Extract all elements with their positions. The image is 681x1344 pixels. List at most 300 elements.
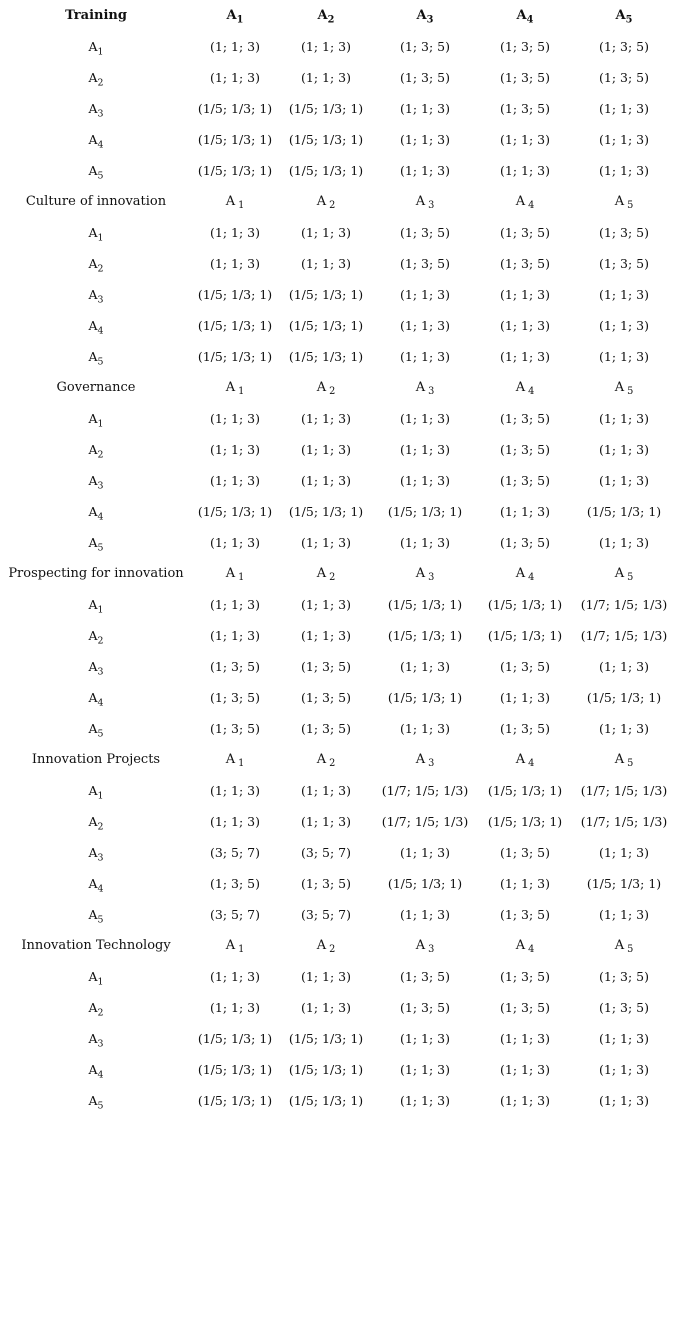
matrix-cell: (1; 1; 3) <box>400 1031 450 1046</box>
matrix-cell: (1/5; 1/3; 1) <box>586 504 662 519</box>
row-label-text: $A_2$ <box>88 1000 104 1019</box>
matrix-cell: (1; 1; 3) <box>500 349 550 364</box>
matrix-cell: (1; 3; 5) <box>599 70 649 85</box>
section-title: Governance <box>56 380 136 395</box>
matrix-cell: (1; 1; 3) <box>210 442 260 457</box>
matrix-cell: (1; 3; 5) <box>210 690 260 705</box>
matrix-cell: (3; 5; 7) <box>210 907 260 922</box>
column-header-letter: A $_4$ <box>515 752 535 770</box>
column-header <box>280 372 372 403</box>
column-header-letter: A $_2$ <box>316 566 336 584</box>
column-header-letter: $A_3$ <box>416 8 434 26</box>
column-header <box>190 744 280 775</box>
column-header-letter: A $_2$ <box>316 194 336 212</box>
matrix-cell: (1; 1; 3) <box>301 39 351 54</box>
matrix-cell: (1/5; 1/3; 1) <box>197 132 273 147</box>
column-header-letter: $A_1$ <box>226 8 244 26</box>
matrix-cell: (1/5; 1/3; 1) <box>288 1093 364 1108</box>
row-label <box>0 403 192 434</box>
table-row <box>0 217 681 248</box>
matrix-cell: (1; 3; 5) <box>301 659 351 674</box>
row-label <box>0 620 192 651</box>
matrix-cell: (1/5; 1/3; 1) <box>288 163 364 178</box>
table-row <box>0 527 681 558</box>
table-row <box>0 806 681 837</box>
matrix-cell: (1/5; 1/3; 1) <box>487 814 563 829</box>
matrix-cell: (1; 3; 5) <box>400 1000 450 1015</box>
column-header <box>280 744 372 775</box>
row-label-text: $A_4$ <box>88 318 104 337</box>
column-header <box>478 186 572 217</box>
column-header-letter: A $_4$ <box>515 566 535 584</box>
matrix-cell: (1/5; 1/3; 1) <box>288 504 364 519</box>
table-row <box>0 155 681 186</box>
row-label-text: $A_1$ <box>88 969 104 988</box>
column-header-letter: $A_5$ <box>615 8 633 26</box>
matrix-cell: (1; 3; 5) <box>400 969 450 984</box>
matrix-cell: (1/5; 1/3; 1) <box>197 318 273 333</box>
column-header-letter: A $_4$ <box>515 938 535 956</box>
row-label-text: $A_2$ <box>88 814 104 833</box>
column-header <box>372 372 478 403</box>
matrix-header-row <box>0 930 681 961</box>
matrix-cell: (1; 1; 3) <box>599 535 649 550</box>
row-label-text: $A_4$ <box>88 690 104 709</box>
column-header-letter: A $_5$ <box>614 938 634 956</box>
matrix-cell: (1; 1; 3) <box>400 318 450 333</box>
matrix-cell: (1; 3; 5) <box>210 721 260 736</box>
table-row <box>0 775 681 806</box>
row-label-text: $A_4$ <box>88 1062 104 1081</box>
matrix-section <box>0 558 681 744</box>
matrix-cell: (1/5; 1/3; 1) <box>487 597 563 612</box>
row-label-text: $A_3$ <box>88 101 104 120</box>
column-header <box>572 372 676 403</box>
table-row <box>0 124 681 155</box>
matrix-cell: (1; 3; 5) <box>500 659 550 674</box>
matrix-cell: (1; 1; 3) <box>301 473 351 488</box>
matrix-cell: (1/5; 1/3; 1) <box>197 504 273 519</box>
matrix-cell: (1; 1; 3) <box>400 907 450 922</box>
table-row <box>0 496 681 527</box>
matrix-cell: (1; 3; 5) <box>599 1000 649 1015</box>
table-row <box>0 434 681 465</box>
matrix-cell: (1; 1; 3) <box>500 287 550 302</box>
matrix-cell: (1/5; 1/3; 1) <box>288 318 364 333</box>
matrix-cell: (1; 1; 3) <box>400 132 450 147</box>
matrix-cell: (1; 1; 3) <box>400 1093 450 1108</box>
matrix-cell: (1; 1; 3) <box>210 783 260 798</box>
row-label-text: $A_4$ <box>88 876 104 895</box>
row-label <box>0 992 192 1023</box>
matrix-cell: (1; 1; 3) <box>599 1062 649 1077</box>
row-label <box>0 651 192 682</box>
column-header <box>572 930 676 961</box>
section-title: Prospecting for innovation <box>8 566 184 581</box>
matrix-cell: (1/5; 1/3; 1) <box>197 163 273 178</box>
matrix-cell: (1; 1; 3) <box>301 628 351 643</box>
matrix-cell: (1/5; 1/3; 1) <box>487 628 563 643</box>
matrix-header-row <box>0 372 681 403</box>
matrix-cell: (1; 1; 3) <box>400 721 450 736</box>
matrix-cell: (1; 1; 3) <box>210 473 260 488</box>
row-label <box>0 465 192 496</box>
matrix-cell: (1; 1; 3) <box>400 163 450 178</box>
matrix-cell: (1; 1; 3) <box>400 845 450 860</box>
row-label <box>0 868 192 899</box>
table-row <box>0 279 681 310</box>
matrix-cell: (1/5; 1/3; 1) <box>197 101 273 116</box>
matrix-header-row <box>0 558 681 589</box>
row-label-text: $A_5$ <box>88 907 104 926</box>
table-row <box>0 465 681 496</box>
matrix-cell: (1; 3; 5) <box>599 256 649 271</box>
matrix-cell: (1; 1; 3) <box>599 721 649 736</box>
column-header-letter: A $_3$ <box>415 938 435 956</box>
column-header-letter: $A_2$ <box>317 8 335 26</box>
matrix-cell: (1/7; 1/5; 1/3) <box>381 814 469 829</box>
column-header <box>572 558 676 589</box>
column-header <box>372 558 478 589</box>
row-label <box>0 31 192 62</box>
matrix-header-row <box>0 0 681 31</box>
table-row <box>0 310 681 341</box>
table-row <box>0 248 681 279</box>
matrix-cell: (1; 3; 5) <box>500 256 550 271</box>
matrix-cell: (1; 3; 5) <box>210 876 260 891</box>
column-header-letter: A $_3$ <box>415 752 435 770</box>
matrix-cell: (1; 1; 3) <box>301 597 351 612</box>
matrix-cell: (1/7; 1/5; 1/3) <box>580 814 668 829</box>
table-row <box>0 93 681 124</box>
column-header-letter: A $_1$ <box>225 752 245 770</box>
matrix-cell: (1; 1; 3) <box>400 287 450 302</box>
matrix-cell: (1; 3; 5) <box>500 535 550 550</box>
row-label <box>0 93 192 124</box>
row-label <box>0 806 192 837</box>
matrix-cell: (1/5; 1/3; 1) <box>197 1031 273 1046</box>
matrix-cell: (1/5; 1/3; 1) <box>288 1031 364 1046</box>
column-header <box>572 0 676 31</box>
matrix-cell: (1; 3; 5) <box>599 969 649 984</box>
matrix-cell: (1/5; 1/3; 1) <box>487 783 563 798</box>
matrix-cell: (1/5; 1/3; 1) <box>197 1062 273 1077</box>
matrix-cell: (1; 1; 3) <box>210 1000 260 1015</box>
column-header <box>372 0 478 31</box>
matrix-cell: (1; 1; 3) <box>210 814 260 829</box>
column-header <box>572 186 676 217</box>
row-label-text: $A_2$ <box>88 442 104 461</box>
matrix-cell: (1; 1; 3) <box>301 1000 351 1015</box>
row-label <box>0 279 192 310</box>
row-label-text: $A_5$ <box>88 1093 104 1112</box>
matrix-cell: (1/5; 1/3; 1) <box>288 132 364 147</box>
matrix-cell: (1; 1; 3) <box>210 70 260 85</box>
row-label-text: $A_3$ <box>88 659 104 678</box>
matrix-section <box>0 0 681 186</box>
table-row <box>0 589 681 620</box>
matrix-cell: (1; 1; 3) <box>500 1031 550 1046</box>
column-header-letter: A $_2$ <box>316 380 336 398</box>
matrix-cell: (1/5; 1/3; 1) <box>586 876 662 891</box>
row-label <box>0 527 192 558</box>
column-header <box>572 744 676 775</box>
table-row <box>0 403 681 434</box>
table-row <box>0 682 681 713</box>
row-label <box>0 961 192 992</box>
matrix-cell: (1; 3; 5) <box>500 411 550 426</box>
row-label-text: $A_3$ <box>88 473 104 492</box>
matrix-cell: (1; 1; 3) <box>400 473 450 488</box>
row-label-text: $A_1$ <box>88 411 104 430</box>
row-label <box>0 310 192 341</box>
row-label-text: $A_1$ <box>88 39 104 58</box>
matrix-cell: (1; 3; 5) <box>500 70 550 85</box>
matrix-cell: (1/5; 1/3; 1) <box>288 101 364 116</box>
matrix-cell: (1/5; 1/3; 1) <box>288 287 364 302</box>
matrix-cell: (1; 3; 5) <box>500 101 550 116</box>
matrix-cell: (1; 3; 5) <box>400 225 450 240</box>
column-header-letter: A $_2$ <box>316 752 336 770</box>
row-label <box>0 434 192 465</box>
table-row <box>0 1023 681 1054</box>
matrix-cell: (1; 1; 3) <box>400 1062 450 1077</box>
column-header-letter: A $_5$ <box>614 380 634 398</box>
column-header <box>190 558 280 589</box>
matrix-cell: (1/5; 1/3; 1) <box>387 876 463 891</box>
row-label <box>0 248 192 279</box>
column-header <box>280 930 372 961</box>
matrix-cell: (1; 1; 3) <box>500 1062 550 1077</box>
matrix-cell: (1/5; 1/3; 1) <box>387 628 463 643</box>
row-label <box>0 62 192 93</box>
matrix-cell: (1; 3; 5) <box>500 225 550 240</box>
column-header <box>190 186 280 217</box>
matrix-cell: (1/5; 1/3; 1) <box>197 287 273 302</box>
matrix-cell: (1; 1; 3) <box>599 442 649 457</box>
row-label-text: $A_5$ <box>88 721 104 740</box>
matrix-cell: (1; 1; 3) <box>599 845 649 860</box>
row-label-text: $A_3$ <box>88 845 104 864</box>
row-label <box>0 1023 192 1054</box>
matrix-cell: (1; 1; 3) <box>210 535 260 550</box>
column-header-letter: A $_1$ <box>225 380 245 398</box>
matrix-cell: (1; 1; 3) <box>500 1093 550 1108</box>
column-header-letter: A $_1$ <box>225 938 245 956</box>
matrix-cell: (1; 3; 5) <box>500 1000 550 1015</box>
matrix-cell: (1; 1; 3) <box>210 597 260 612</box>
matrix-cell: (1; 3; 5) <box>599 225 649 240</box>
matrix-section <box>0 930 681 1116</box>
matrix-cell: (1; 1; 3) <box>210 411 260 426</box>
matrix-cell: (1; 3; 5) <box>599 39 649 54</box>
matrix-cell: (1; 3; 5) <box>400 70 450 85</box>
matrix-cell: (1; 1; 3) <box>599 132 649 147</box>
matrix-section <box>0 186 681 372</box>
row-label-text: $A_5$ <box>88 163 104 182</box>
matrix-header-row <box>0 186 681 217</box>
matrix-cell: (1/5; 1/3; 1) <box>387 504 463 519</box>
column-header <box>478 930 572 961</box>
matrix-cell: (1; 1; 3) <box>400 442 450 457</box>
column-header-letter: A $_1$ <box>225 566 245 584</box>
matrix-cell: (1; 1; 3) <box>301 783 351 798</box>
table-row <box>0 899 681 930</box>
matrix-header-row <box>0 744 681 775</box>
section-title: Culture of innovation <box>25 194 167 209</box>
column-header-letter: A $_4$ <box>515 194 535 212</box>
matrix-cell: (1/5; 1/3; 1) <box>387 690 463 705</box>
section-title: Innovation Technology <box>21 938 171 953</box>
column-header <box>478 372 572 403</box>
column-header <box>372 744 478 775</box>
column-header <box>478 744 572 775</box>
table-row <box>0 1085 681 1116</box>
row-label-text: $A_5$ <box>88 535 104 554</box>
matrix-cell: (1; 1; 3) <box>301 411 351 426</box>
row-label-text: $A_2$ <box>88 256 104 275</box>
matrix-cell: (1; 3; 5) <box>500 907 550 922</box>
matrix-cell: (1; 1; 3) <box>301 70 351 85</box>
matrix-cell: (3; 5; 7) <box>301 907 351 922</box>
matrix-cell: (1; 1; 3) <box>599 101 649 116</box>
matrix-cell: (1/7; 1/5; 1/3) <box>580 783 668 798</box>
table-row <box>0 620 681 651</box>
matrix-cell: (1; 3; 5) <box>400 256 450 271</box>
table-row <box>0 961 681 992</box>
matrix-cell: (1; 1; 3) <box>599 349 649 364</box>
table-row <box>0 713 681 744</box>
matrix-cell: (1; 1; 3) <box>210 225 260 240</box>
row-label <box>0 899 192 930</box>
table-row <box>0 1054 681 1085</box>
table-row <box>0 651 681 682</box>
column-header <box>190 372 280 403</box>
column-header-letter: A $_2$ <box>316 938 336 956</box>
section-title: Innovation Projects <box>31 752 161 767</box>
matrix-cell: (1; 1; 3) <box>210 628 260 643</box>
matrix-cell: (1; 1; 3) <box>599 1093 649 1108</box>
row-label <box>0 682 192 713</box>
column-header <box>478 558 572 589</box>
matrix-cell: (1; 1; 3) <box>210 969 260 984</box>
row-label-text: $A_2$ <box>88 628 104 647</box>
matrix-cell: (1; 1; 3) <box>599 659 649 674</box>
row-label <box>0 1054 192 1085</box>
matrix-cell: (1/5; 1/3; 1) <box>586 690 662 705</box>
matrix-cell: (1/5; 1/3; 1) <box>387 597 463 612</box>
column-header-letter: A $_3$ <box>415 566 435 584</box>
table-row <box>0 62 681 93</box>
matrix-cell: (1; 1; 3) <box>400 101 450 116</box>
matrix-cell: (1; 3; 5) <box>500 473 550 488</box>
column-header <box>280 186 372 217</box>
matrix-cell: (1; 1; 3) <box>500 876 550 891</box>
row-label-text: $A_4$ <box>88 504 104 523</box>
matrix-cell: (1; 1; 3) <box>500 318 550 333</box>
matrix-cell: (1; 1; 3) <box>500 163 550 178</box>
column-header-letter: A $_3$ <box>415 380 435 398</box>
matrix-cell: (1; 1; 3) <box>599 287 649 302</box>
column-header-letter: A $_1$ <box>225 194 245 212</box>
matrix-cell: (1; 3; 5) <box>500 721 550 736</box>
matrix-cell: (1; 3; 5) <box>210 659 260 674</box>
matrix-cell: (3; 5; 7) <box>210 845 260 860</box>
column-header <box>280 0 372 31</box>
row-label-text: $A_3$ <box>88 287 104 306</box>
row-label <box>0 713 192 744</box>
matrix-section <box>0 372 681 558</box>
matrix-cell: (1/5; 1/3; 1) <box>288 1062 364 1077</box>
matrix-cell: (1/5; 1/3; 1) <box>197 1093 273 1108</box>
matrix-cell: (1; 3; 5) <box>301 876 351 891</box>
column-header-letter: A $_5$ <box>614 752 634 770</box>
matrix-cell: (1; 1; 3) <box>400 411 450 426</box>
matrix-cell: (1; 3; 5) <box>400 39 450 54</box>
matrix-cell: (1; 1; 3) <box>599 411 649 426</box>
matrix-cell: (1; 1; 3) <box>500 690 550 705</box>
matrix-cell: (1; 3; 5) <box>301 690 351 705</box>
matrix-cell: (1; 1; 3) <box>599 163 649 178</box>
matrix-section <box>0 744 681 930</box>
matrix-cell: (1; 1; 3) <box>500 132 550 147</box>
column-header <box>280 558 372 589</box>
matrix-cell: (1/5; 1/3; 1) <box>197 349 273 364</box>
matrix-cell: (1; 1; 3) <box>301 225 351 240</box>
column-header <box>372 930 478 961</box>
matrix-cell: (1; 1; 3) <box>301 814 351 829</box>
matrix-cell: (1; 1; 3) <box>400 349 450 364</box>
matrix-cell: (1/7; 1/5; 1/3) <box>580 628 668 643</box>
row-label <box>0 155 192 186</box>
row-label-text: $A_1$ <box>88 783 104 802</box>
matrix-cell: (1; 1; 3) <box>599 907 649 922</box>
table-row <box>0 837 681 868</box>
table-row <box>0 341 681 372</box>
column-header <box>478 0 572 31</box>
row-label <box>0 1085 192 1116</box>
row-label <box>0 775 192 806</box>
row-label <box>0 124 192 155</box>
row-label-text: $A_1$ <box>88 597 104 616</box>
column-header <box>190 930 280 961</box>
matrix-cell: (1; 1; 3) <box>599 1031 649 1046</box>
row-label <box>0 217 192 248</box>
matrix-cell: (1; 3; 5) <box>500 845 550 860</box>
row-label-text: $A_3$ <box>88 1031 104 1050</box>
row-label-text: $A_1$ <box>88 225 104 244</box>
matrix-cell: (1/7; 1/5; 1/3) <box>381 783 469 798</box>
matrix-cell: (1; 1; 3) <box>500 504 550 519</box>
table-row <box>0 868 681 899</box>
row-label-text: $A_5$ <box>88 349 104 368</box>
matrix-cell: (1; 1; 3) <box>400 659 450 674</box>
matrix-cell: (3; 5; 7) <box>301 845 351 860</box>
column-header <box>372 186 478 217</box>
column-header-letter: A $_3$ <box>415 194 435 212</box>
row-label <box>0 837 192 868</box>
matrix-cell: (1; 3; 5) <box>301 721 351 736</box>
matrix-cell: (1; 1; 3) <box>210 39 260 54</box>
matrix-cell: (1/5; 1/3; 1) <box>288 349 364 364</box>
row-label <box>0 496 192 527</box>
matrix-cell: (1; 1; 3) <box>599 473 649 488</box>
matrix-cell: (1; 1; 3) <box>400 535 450 550</box>
matrix-cell: (1; 1; 3) <box>301 535 351 550</box>
column-header-letter: A $_5$ <box>614 566 634 584</box>
table-row <box>0 992 681 1023</box>
section-title: Training <box>65 8 127 23</box>
